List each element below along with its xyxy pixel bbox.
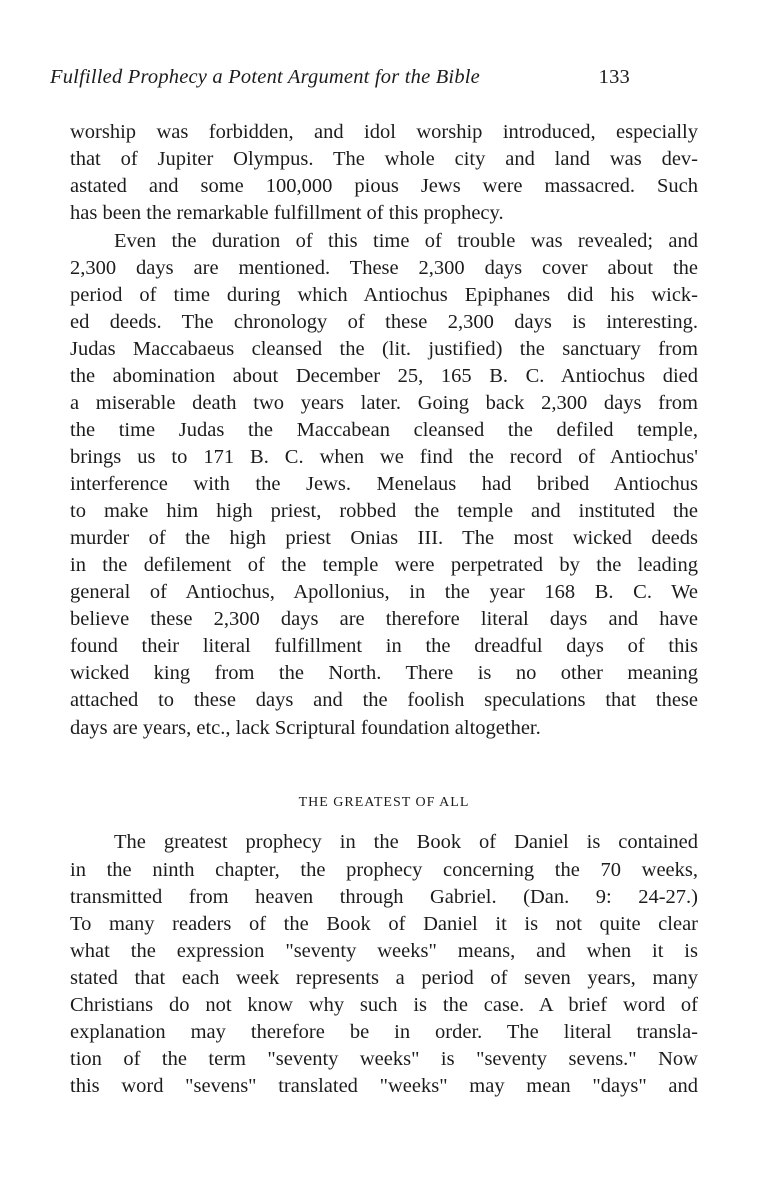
text-line: worship was forbidden, and idol worship introduced, especially	[70, 121, 698, 143]
text-line: general of Antiochus, Apollonius, in the year 168 B. C. We	[70, 581, 698, 603]
text-line: Judas Maccabaeus cleansed the (lit. justified) the sanctuary from	[70, 338, 698, 360]
text-line: explanation may therefore be in order. The literal transla-	[70, 1021, 698, 1043]
text-line: Christians do not know why such is the case. A brief word of	[70, 994, 698, 1016]
text-line: murder of the high priest Onias III. The most wicked deeds	[70, 527, 698, 549]
text-line: the abomination about December 25, 165 B. C. Antiochus died	[70, 365, 698, 387]
text-line: The greatest prophecy in the Book of Daniel is contained	[114, 831, 698, 853]
text-line: Even the duration of this time of trouble was revealed; and	[114, 230, 698, 252]
text-line: period of time during which Antiochus Epiphanes did his wick-	[70, 284, 698, 306]
text-line: that of Jupiter Olympus. The whole city and land was dev-	[70, 148, 698, 170]
running-head	[50, 66, 630, 89]
text-line: brings us to 171 B. C. when we find the record of Antiochus'	[70, 446, 698, 468]
text-line: ed deeds. The chronology of these 2,300 days is interesting.	[70, 311, 698, 333]
text-line: days are years, etc., lack Scriptural foundation altogether.	[70, 717, 541, 739]
text-line: interference with the Jews. Menelaus had bribed Antiochus	[70, 473, 698, 495]
section-heading: THE GREATEST OF ALL	[298, 795, 470, 810]
text-line: this word "sevens" translated "weeks" may mean "days" and	[70, 1075, 698, 1097]
text-line: wicked king from the North. There is no other meaning	[70, 662, 698, 684]
text-line: what the expression "seventy weeks" means, and when it is	[70, 940, 698, 962]
text-line: To many readers of the Book of Daniel it is not quite clear	[70, 913, 698, 935]
text-line: found their literal fulfillment in the dreadful days of this	[70, 635, 698, 657]
text-line: believe these 2,300 days are therefore literal days and have	[70, 608, 698, 630]
text-line: to make him high priest, robbed the temple and instituted the	[70, 500, 698, 522]
text-line: in the ninth chapter, the prophecy concerning the 70 weeks,	[70, 859, 698, 881]
text-line: in the defilement of the temple were perpetrated by the leading	[70, 554, 698, 576]
text-line: transmitted from heaven through Gabriel. (Dan. 9: 24-27.)	[70, 886, 698, 908]
text-line: 2,300 days are mentioned. These 2,300 days cover about the	[70, 257, 698, 279]
text-line: tion of the term "seventy weeks" is "seventy sevens." Now	[70, 1048, 698, 1070]
text-line: attached to these days and the foolish speculations that these	[70, 689, 698, 711]
text-line: astated and some 100,000 pious Jews were massacred. Such	[70, 175, 698, 197]
running-title: Fulfilled Prophecy a Potent Argument for the Bible	[50, 66, 480, 88]
page-number: 133	[598, 66, 630, 88]
text-line: stated that each week represents a period of seven years, many	[70, 967, 698, 989]
text-line: a miserable death two years later. Going back 2,300 days from	[70, 392, 698, 414]
text-line: has been the remarkable fulfillment of this prophecy.	[70, 202, 504, 224]
text-line: the time Judas the Maccabean cleansed the defiled temple,	[70, 419, 698, 441]
